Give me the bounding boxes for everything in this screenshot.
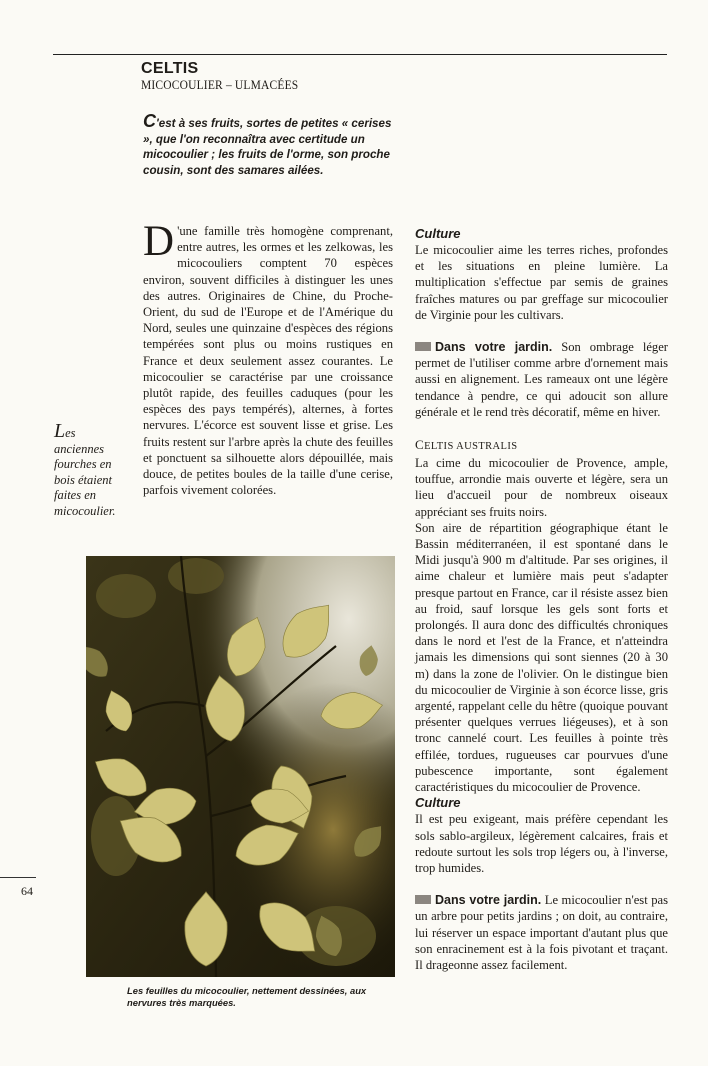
species-heading-rest: ELTIS AUSTRALIS (424, 441, 518, 453)
species-paragraph-1: La cime du micocoulier de Provence, ample, touffue, arrondie mais ouverte et légère, sera un lieu d'accueil pour de nombreux oiseaux appréciant ses fruits noirs. (415, 456, 668, 519)
page-subtitle: MICOCOULIER – ULMACÉES (141, 78, 299, 92)
jardin2-paragraph (415, 892, 668, 973)
folio-rule (0, 877, 36, 878)
side-note-initial: L (54, 420, 66, 442)
culture-text: Le micocoulier aime les terres riches, profondes et les situations en pleine lumière. La multiplication s'effectue par semis de graines fraîches matures ou par greffage sur micocoulier de Virginie pour les cultivars. (415, 243, 668, 322)
species-heading-cap: C (415, 437, 425, 453)
species-paragraph-2: Son aire de répartition géographique étant le Bassin méditerranéen, il est spontané dans le Midi jusqu'à 900 m d'altitude. Par ses origines, il aime chaleur et lumière mais peut s'adapter presque partout en France, car il résiste assez bien au froid, sauf lorsque les gels sont forts et prolongés. Il aura donc des difficultés chroniques dans le nord et l'est de la France, et n'atteindra jamais les dimensions qui sont siennes (20 à 30 m) dans la zone de l'olivier. On le distingue bien du micocoulier de Virginie à son écorce lisse, gris argenté, rappelant celle du hêtre (quoique pouvant présenter quelques verrues liégeuses), et à son tronc cannelé court. Les feuilles à pointe très effilée, tordues, rugueuses car pourvues d'une pubescence importante, sont également caractéristiques du micocoulier de Provence. (415, 520, 668, 795)
culture2-text: Il est peu exigeant, mais préfère cependant les sols sablo-argileux, légèrement calcaires, frais et redoute surtout les sols trop légers ou, à l'inverse, trop humides. (415, 812, 668, 875)
section-marker-2 (415, 895, 431, 904)
jardin2-label: Dans votre jardin. (435, 893, 542, 908)
main-paragraph-text: 'une famille très homogène comprenant, entre autres, les ormes et les zelkowas, les micocouliers comptent 70 espèces environ, souvent difficiles à distinguer les unes des autres. Originaires de Chine, du Proche-Orient, du sud de l'Europe et de l'Amérique du Nord, seules une quinzaine d'espèces des régions tempérées sont plus ou moins rustiques en France et deux seulement assez courantes. Le micocoulier se caractérise par une croissance plutôt rapide, des feuilles caduques (pour les espèces des pays tempérés), alternes, à fortes nervures. L'écorce est souvent lisse et grise. Les fruits restent sur l'arbre après la chute des feuilles et ponctuent sa silhouette alors dépouillée, mais douce, de petites boules de la taille d'une cerise, parfois vivement colorées. (143, 224, 393, 498)
celtis-leaves-photo (86, 556, 395, 977)
jardin-label: Dans votre jardin. (435, 340, 553, 355)
left-column (143, 218, 393, 498)
page-title: CELTIS (141, 60, 199, 77)
section-marker (415, 342, 431, 351)
right-column (415, 226, 668, 973)
side-note (54, 420, 126, 520)
species-heading (415, 436, 668, 455)
intro-initial: C (143, 111, 156, 131)
culture-heading: Culture (415, 226, 461, 241)
culture2-heading: Culture (415, 795, 461, 811)
page-number: 64 (21, 884, 33, 898)
top-rule (53, 54, 667, 55)
jardin2-text: Le micocoulier n'est pas un arbre pour petits jardins ; on doit, au contraire, lui réserver un espace important d'autant plus que son enracinement est à la fois pivotant et traçant. Il drageonne assez facilement. (415, 893, 668, 972)
leaves-illustration (86, 556, 395, 977)
side-note-text: es anciennes fourches en bois étaient faites en micocoulier. (54, 426, 116, 518)
main-paragraph (143, 218, 393, 498)
jardin-text: Son ombrage léger permet de l'utiliser comme arbre d'ornement mais aussi en alignement. Les rameaux ont une légère tendance à pendre, ce qui adoucit son allure générale et le rend très décoratif, même en hiver. (415, 340, 668, 419)
intro-text: 'est à ses fruits, sortes de petites « cerises », que l'on reconnaîtra avec certitude un micocoulier ; les fruits de l'orme, son proche cousin, sont des samares ailées. (143, 117, 392, 177)
drop-cap: D (143, 218, 175, 265)
intro-paragraph (143, 111, 393, 178)
photo-caption: Les feuilles du micocoulier, nettement dessinées, aux nervures très marquées. (127, 985, 367, 1008)
jardin-paragraph (415, 339, 668, 420)
